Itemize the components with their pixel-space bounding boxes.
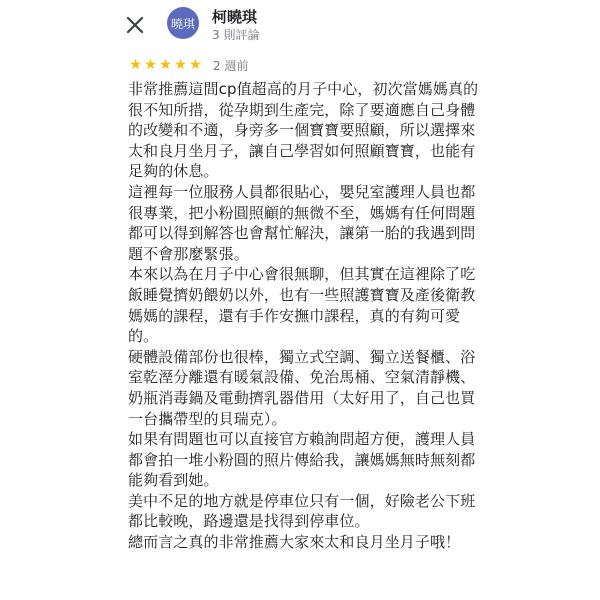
review-paragraph: 這裡每一位服務人員都很貼心，嬰兒室護理人員也都很專業，把小粉圓照顧的無微不至，媽媽有任何問題都可以得到解答也會幫忙解決，讓第一胎的我遇到問題不會那麼緊張。 <box>128 182 476 263</box>
review-time: 2 週前 <box>213 58 249 73</box>
review-paragraph: 美中不足的地方就是停車位只有一個，好險老公下班都比較晚，路邊還是找得到停車位。 <box>128 491 476 531</box>
reviewer-review-count: 3 則評論 <box>212 28 260 42</box>
rating-row <box>128 56 248 74</box>
review-paragraph: 本來以為在月子中心會很無聊，但其實在這裡除了吃飯睡覺擠奶餵奶以外，也有一些照護寶寶及產後衛教媽媽的課程，還有手作安撫巾課程，真的有夠可愛的。 <box>128 265 476 346</box>
close-icon <box>126 16 144 34</box>
review-paragraph: 總而言之真的非常推薦大家來太和良月坐月子哦！ <box>128 533 461 552</box>
avatar[interactable] <box>167 7 199 39</box>
review-header <box>0 0 600 54</box>
review-paragraph: 非常推薦這間cp值超高的月子中心，初次當媽媽真的很不知所措，從孕期到生產完，除了要適應自己身體的改變和不適，身旁多一個寶寶要照顧，所以選擇來太和良月坐月子，讓自己學習如何照顧寶寶，也能有足夠的休息。 <box>128 80 479 181</box>
star-icon: ★ <box>174 57 187 73</box>
review-paragraph: 硬體設備部份也很棒，獨立式空調、獨立送餐櫃、浴室乾溼分離還有暖氣設備、免治馬桶、空氣清靜機、奶瓶消毒鍋及電動擠乳器借用（太好用了，自己也買一台攜帶型的貝瑞克）。 <box>128 347 476 428</box>
star-icon: ★ <box>129 57 142 73</box>
review-paragraph: 如果有問題也可以直接官方賴詢問超方便，護理人員都會拍一堆小粉圓的照片傳給我，讓媽媽無時無刻都能夠看到她。 <box>128 430 476 490</box>
star-icon: ★ <box>159 57 172 73</box>
star-icon: ★ <box>189 57 202 73</box>
avatar-text: 曉琪 <box>170 16 195 31</box>
review-text <box>128 79 484 553</box>
close-button[interactable] <box>120 10 150 40</box>
reviewer-name[interactable]: 柯曉琪 <box>212 8 258 26</box>
star-rating <box>128 58 203 72</box>
star-icon: ★ <box>144 57 157 73</box>
